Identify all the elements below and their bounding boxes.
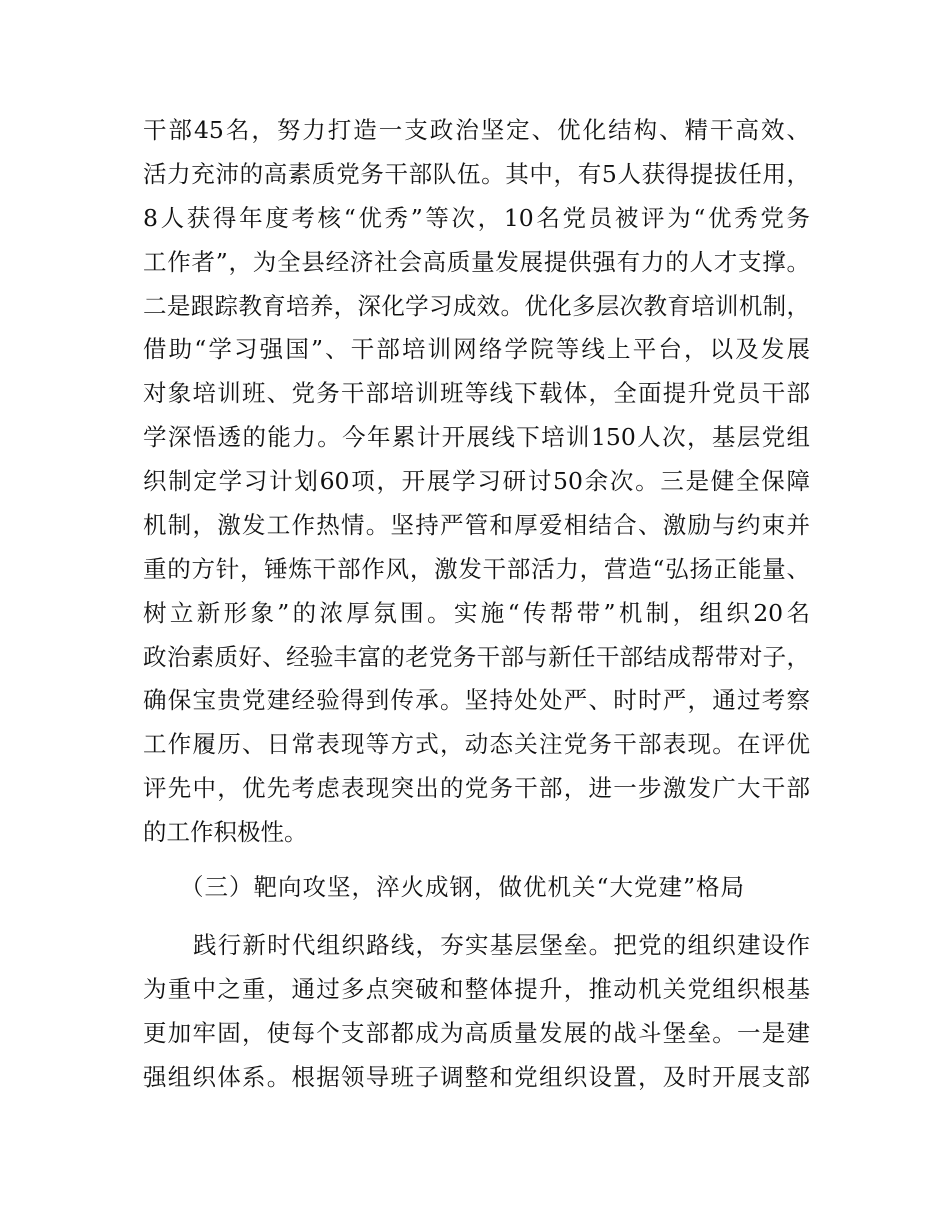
text-line: 机制，激发工作热情。坚持严管和厚爱相结合、激励与约束并	[143, 511, 810, 539]
text-line: 干部45名，努力打造一支政治坚定、优化结构、精干高效、	[143, 116, 810, 144]
text-line: 工作履历、日常表现等方式，动态关注党务干部表现。在评优	[143, 730, 810, 758]
text-line: 为重中之重，通过多点突破和整体提升，推动机关党组织根基	[143, 975, 810, 1003]
text-line: 树立新形象”的浓厚氛围。实施“传帮带”机制，组织20名	[143, 599, 810, 627]
text-line: 织制定学习计划60项，开展学习研讨50余次。三是健全保障	[143, 467, 810, 495]
text-line: 评先中，优先考虑表现突出的党务干部，进一步激发广大干部	[143, 774, 810, 802]
text-line: 活力充沛的高素质党务干部队伍。其中，有5人获得提拔任用，	[143, 160, 810, 188]
text-line: 8人获得年度考核“优秀”等次，10名党员被评为“优秀党务	[143, 204, 810, 232]
section-heading: （三）靶向攻坚，淬火成钢，做优机关“大党建”格局	[180, 873, 746, 901]
text-line: 的工作积极性。	[143, 818, 308, 846]
text-line: 政治素质好、经验丰富的老党务干部与新任干部结成帮带对子，	[143, 643, 810, 671]
text-line: 强组织体系。根据领导班子调整和党组织设置，及时开展支部	[143, 1063, 810, 1091]
text-line: 对象培训班、党务干部培训班等线下载体，全面提升党员干部	[143, 379, 810, 407]
text-line: 二是跟踪教育培养，深化学习成效。优化多层次教育培训机制，	[143, 292, 810, 320]
text-line: 重的方针，锤炼干部作风，激发干部活力，营造“弘扬正能量、	[143, 555, 810, 583]
text-line: 工作者”，为全县经济社会高质量发展提供强有力的人才支撑。	[143, 248, 810, 276]
text-line: 践行新时代组织路线，夯实基层堡垒。把党的组织建设作	[193, 931, 810, 959]
text-line: 更加牢固，使每个支部都成为高质量发展的战斗堡垒。一是建	[143, 1019, 810, 1047]
text-line: 确保宝贵党建经验得到传承。坚持处处严、时时严，通过考察	[143, 686, 810, 714]
text-line: 借助“学习强国”、干部培训网络学院等线上平台，以及发展	[143, 335, 810, 363]
text-line: 学深悟透的能力。今年累计开展线下培训150人次，基层党组	[143, 423, 810, 451]
